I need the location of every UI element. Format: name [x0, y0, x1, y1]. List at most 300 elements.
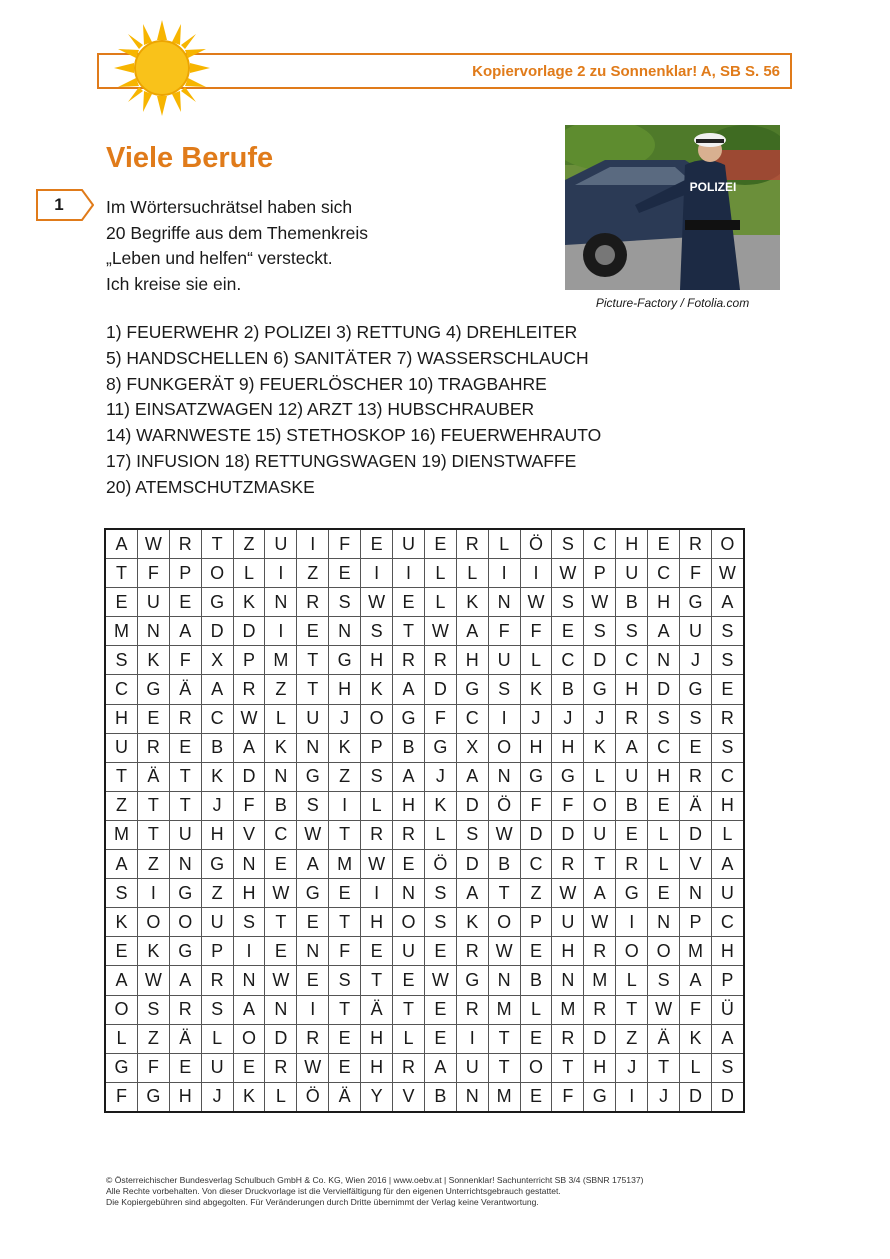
grid-cell[interactable]: T — [488, 1053, 520, 1082]
grid-cell[interactable]: S — [648, 704, 680, 733]
grid-cell[interactable]: I — [137, 879, 169, 908]
grid-cell[interactable]: L — [648, 820, 680, 849]
grid-cell[interactable]: E — [424, 1024, 456, 1053]
grid-cell[interactable]: F — [169, 646, 201, 675]
grid-cell[interactable]: H — [616, 675, 648, 704]
grid-cell[interactable]: S — [456, 820, 488, 849]
grid-cell[interactable]: B — [520, 966, 552, 995]
grid-cell[interactable]: L — [584, 762, 616, 791]
grid-cell[interactable]: H — [552, 733, 584, 762]
grid-cell[interactable]: L — [520, 646, 552, 675]
grid-cell[interactable]: E — [297, 966, 329, 995]
grid-cell[interactable]: W — [265, 879, 297, 908]
grid-cell[interactable]: F — [680, 995, 712, 1024]
grid-cell[interactable]: E — [329, 879, 361, 908]
grid-cell[interactable]: H — [648, 588, 680, 617]
grid-cell[interactable]: O — [488, 908, 520, 937]
grid-cell[interactable]: U — [680, 617, 712, 646]
grid-cell[interactable]: T — [201, 529, 233, 559]
grid-cell[interactable]: B — [265, 791, 297, 820]
grid-cell[interactable]: E — [329, 1053, 361, 1082]
grid-cell[interactable]: R — [616, 704, 648, 733]
grid-cell[interactable]: O — [584, 791, 616, 820]
grid-cell[interactable]: E — [552, 617, 584, 646]
grid-cell[interactable]: A — [424, 1053, 456, 1082]
grid-cell[interactable]: N — [265, 762, 297, 791]
grid-cell[interactable]: L — [265, 704, 297, 733]
grid-cell[interactable]: I — [297, 995, 329, 1024]
grid-cell[interactable]: L — [393, 1024, 425, 1053]
grid-cell[interactable]: K — [424, 791, 456, 820]
grid-cell[interactable]: T — [137, 820, 169, 849]
grid-cell[interactable]: E — [329, 1024, 361, 1053]
grid-cell[interactable]: L — [424, 588, 456, 617]
grid-cell[interactable]: L — [424, 820, 456, 849]
grid-cell[interactable]: W — [424, 966, 456, 995]
grid-cell[interactable]: S — [105, 879, 137, 908]
grid-cell[interactable]: H — [361, 1024, 393, 1053]
grid-cell[interactable]: R — [393, 1053, 425, 1082]
grid-cell[interactable]: D — [584, 1024, 616, 1053]
grid-cell[interactable]: R — [169, 529, 201, 559]
grid-cell[interactable]: W — [137, 529, 169, 559]
grid-cell[interactable]: G — [201, 850, 233, 879]
grid-cell[interactable]: I — [488, 704, 520, 733]
grid-cell[interactable]: G — [456, 966, 488, 995]
grid-cell[interactable]: S — [648, 966, 680, 995]
grid-cell[interactable]: A — [297, 850, 329, 879]
grid-cell[interactable]: F — [680, 559, 712, 588]
grid-cell[interactable]: G — [424, 733, 456, 762]
grid-cell[interactable]: G — [584, 675, 616, 704]
grid-cell[interactable]: L — [105, 1024, 137, 1053]
grid-cell[interactable]: R — [711, 704, 743, 733]
grid-cell[interactable]: C — [616, 646, 648, 675]
grid-cell[interactable]: Ä — [680, 791, 712, 820]
grid-cell[interactable]: M — [105, 820, 137, 849]
grid-cell[interactable]: I — [616, 1082, 648, 1112]
grid-cell[interactable]: Z — [137, 850, 169, 879]
grid-cell[interactable]: S — [488, 675, 520, 704]
grid-cell[interactable]: V — [233, 820, 265, 849]
grid-cell[interactable]: Z — [105, 791, 137, 820]
grid-cell[interactable]: N — [233, 850, 265, 879]
grid-cell[interactable]: Z — [265, 675, 297, 704]
grid-cell[interactable]: T — [488, 879, 520, 908]
grid-cell[interactable]: N — [552, 966, 584, 995]
grid-cell[interactable]: N — [488, 588, 520, 617]
grid-cell[interactable]: A — [105, 529, 137, 559]
grid-cell[interactable]: R — [424, 646, 456, 675]
grid-cell[interactable]: T — [616, 995, 648, 1024]
grid-cell[interactable]: D — [584, 646, 616, 675]
grid-cell[interactable]: E — [680, 733, 712, 762]
grid-cell[interactable]: B — [552, 675, 584, 704]
grid-cell[interactable]: R — [584, 995, 616, 1024]
grid-cell[interactable]: D — [424, 675, 456, 704]
grid-cell[interactable]: D — [552, 820, 584, 849]
grid-cell[interactable]: G — [616, 879, 648, 908]
grid-cell[interactable]: A — [711, 850, 743, 879]
grid-cell[interactable]: K — [520, 675, 552, 704]
grid-cell[interactable]: R — [456, 937, 488, 966]
grid-cell[interactable]: R — [456, 995, 488, 1024]
grid-cell[interactable]: J — [680, 646, 712, 675]
grid-cell[interactable]: A — [105, 966, 137, 995]
grid-cell[interactable]: R — [169, 995, 201, 1024]
grid-cell[interactable]: W — [361, 588, 393, 617]
grid-cell[interactable]: D — [265, 1024, 297, 1053]
grid-cell[interactable]: D — [648, 675, 680, 704]
grid-cell[interactable]: N — [648, 646, 680, 675]
grid-cell[interactable]: R — [616, 850, 648, 879]
grid-cell[interactable]: I — [520, 559, 552, 588]
grid-cell[interactable]: G — [456, 675, 488, 704]
grid-cell[interactable]: I — [361, 559, 393, 588]
grid-cell[interactable]: U — [488, 646, 520, 675]
grid-cell[interactable]: E — [297, 617, 329, 646]
grid-cell[interactable]: J — [201, 1082, 233, 1112]
grid-cell[interactable]: P — [680, 908, 712, 937]
grid-cell[interactable]: E — [520, 1024, 552, 1053]
grid-cell[interactable]: H — [329, 675, 361, 704]
grid-cell[interactable]: G — [105, 1053, 137, 1082]
grid-cell[interactable]: H — [456, 646, 488, 675]
grid-cell[interactable]: Z — [137, 1024, 169, 1053]
grid-cell[interactable]: Ö — [520, 529, 552, 559]
grid-cell[interactable]: O — [488, 733, 520, 762]
grid-cell[interactable]: B — [488, 850, 520, 879]
grid-cell[interactable]: H — [552, 937, 584, 966]
grid-cell[interactable]: S — [424, 908, 456, 937]
grid-cell[interactable]: T — [648, 1053, 680, 1082]
grid-cell[interactable]: R — [169, 704, 201, 733]
grid-cell[interactable]: D — [680, 1082, 712, 1112]
grid-cell[interactable]: E — [169, 1053, 201, 1082]
grid-cell[interactable]: K — [233, 1082, 265, 1112]
grid-cell[interactable]: I — [297, 529, 329, 559]
grid-cell[interactable]: Z — [297, 559, 329, 588]
grid-cell[interactable]: T — [488, 1024, 520, 1053]
grid-cell[interactable]: L — [711, 820, 743, 849]
grid-cell[interactable]: L — [201, 1024, 233, 1053]
grid-cell[interactable]: S — [361, 617, 393, 646]
grid-cell[interactable]: D — [456, 850, 488, 879]
grid-cell[interactable]: D — [456, 791, 488, 820]
grid-cell[interactable]: K — [265, 733, 297, 762]
grid-cell[interactable]: E — [393, 588, 425, 617]
grid-cell[interactable]: W — [488, 937, 520, 966]
grid-cell[interactable]: F — [520, 617, 552, 646]
grid-cell[interactable]: Z — [520, 879, 552, 908]
grid-cell[interactable]: G — [169, 879, 201, 908]
grid-cell[interactable]: N — [488, 966, 520, 995]
grid-cell[interactable]: O — [201, 559, 233, 588]
grid-cell[interactable]: O — [361, 704, 393, 733]
grid-cell[interactable]: I — [456, 1024, 488, 1053]
grid-cell[interactable]: E — [616, 820, 648, 849]
grid-cell[interactable]: K — [201, 762, 233, 791]
grid-cell[interactable]: B — [201, 733, 233, 762]
grid-cell[interactable]: W — [424, 617, 456, 646]
grid-cell[interactable]: D — [233, 762, 265, 791]
grid-cell[interactable]: R — [233, 675, 265, 704]
grid-cell[interactable]: L — [424, 559, 456, 588]
grid-cell[interactable]: G — [297, 762, 329, 791]
grid-cell[interactable]: T — [329, 908, 361, 937]
grid-cell[interactable]: T — [105, 762, 137, 791]
grid-cell[interactable]: P — [201, 937, 233, 966]
grid-cell[interactable]: W — [584, 588, 616, 617]
grid-cell[interactable]: G — [137, 675, 169, 704]
grid-cell[interactable]: H — [711, 937, 743, 966]
grid-cell[interactable]: C — [711, 762, 743, 791]
grid-cell[interactable]: Ä — [329, 1082, 361, 1112]
grid-cell[interactable]: R — [201, 966, 233, 995]
grid-cell[interactable]: X — [456, 733, 488, 762]
grid-cell[interactable]: J — [648, 1082, 680, 1112]
grid-cell[interactable]: F — [137, 1053, 169, 1082]
grid-cell[interactable]: T — [393, 995, 425, 1024]
grid-cell[interactable]: L — [648, 850, 680, 879]
grid-cell[interactable]: A — [456, 762, 488, 791]
grid-cell[interactable]: A — [169, 617, 201, 646]
grid-cell[interactable]: H — [520, 733, 552, 762]
grid-cell[interactable]: C — [552, 646, 584, 675]
grid-cell[interactable]: F — [105, 1082, 137, 1112]
grid-cell[interactable]: F — [488, 617, 520, 646]
grid-cell[interactable]: Ä — [137, 762, 169, 791]
grid-cell[interactable]: O — [711, 529, 743, 559]
grid-cell[interactable]: C — [520, 850, 552, 879]
grid-cell[interactable]: T — [169, 762, 201, 791]
grid-cell[interactable]: W — [488, 820, 520, 849]
grid-cell[interactable]: P — [169, 559, 201, 588]
grid-cell[interactable]: R — [680, 529, 712, 559]
grid-cell[interactable]: D — [201, 617, 233, 646]
grid-cell[interactable]: M — [329, 850, 361, 879]
grid-cell[interactable]: H — [648, 762, 680, 791]
grid-cell[interactable]: R — [297, 1024, 329, 1053]
grid-cell[interactable]: K — [584, 733, 616, 762]
grid-cell[interactable]: G — [520, 762, 552, 791]
grid-cell[interactable]: H — [361, 646, 393, 675]
grid-cell[interactable]: T — [297, 675, 329, 704]
grid-cell[interactable]: U — [201, 908, 233, 937]
grid-cell[interactable]: E — [297, 908, 329, 937]
grid-cell[interactable]: W — [520, 588, 552, 617]
grid-cell[interactable]: K — [456, 908, 488, 937]
grid-cell[interactable]: T — [552, 1053, 584, 1082]
grid-cell[interactable]: E — [424, 995, 456, 1024]
grid-cell[interactable]: E — [169, 588, 201, 617]
grid-cell[interactable]: M — [265, 646, 297, 675]
grid-cell[interactable]: E — [105, 588, 137, 617]
grid-cell[interactable]: U — [201, 1053, 233, 1082]
grid-cell[interactable]: J — [552, 704, 584, 733]
grid-cell[interactable]: E — [137, 704, 169, 733]
grid-cell[interactable]: D — [680, 820, 712, 849]
grid-cell[interactable]: F — [552, 791, 584, 820]
grid-cell[interactable]: E — [648, 529, 680, 559]
grid-cell[interactable]: W — [137, 966, 169, 995]
grid-cell[interactable]: N — [393, 879, 425, 908]
grid-cell[interactable]: E — [424, 529, 456, 559]
grid-cell[interactable]: R — [393, 820, 425, 849]
grid-cell[interactable]: N — [680, 879, 712, 908]
grid-cell[interactable]: S — [297, 791, 329, 820]
grid-cell[interactable]: H — [201, 820, 233, 849]
grid-cell[interactable]: F — [520, 791, 552, 820]
grid-cell[interactable]: U — [105, 733, 137, 762]
grid-cell[interactable]: P — [711, 966, 743, 995]
grid-cell[interactable]: O — [520, 1053, 552, 1082]
grid-cell[interactable]: W — [648, 995, 680, 1024]
grid-cell[interactable]: L — [265, 1082, 297, 1112]
grid-cell[interactable]: G — [297, 879, 329, 908]
grid-cell[interactable]: Z — [233, 529, 265, 559]
grid-cell[interactable]: C — [105, 675, 137, 704]
grid-cell[interactable]: I — [361, 879, 393, 908]
grid-cell[interactable]: U — [616, 762, 648, 791]
grid-cell[interactable]: G — [201, 588, 233, 617]
grid-cell[interactable]: Ä — [361, 995, 393, 1024]
grid-cell[interactable]: P — [233, 646, 265, 675]
grid-cell[interactable]: H — [584, 1053, 616, 1082]
grid-cell[interactable]: I — [616, 908, 648, 937]
grid-cell[interactable]: A — [233, 995, 265, 1024]
grid-cell[interactable]: L — [488, 529, 520, 559]
grid-cell[interactable]: U — [456, 1053, 488, 1082]
grid-cell[interactable]: C — [648, 559, 680, 588]
grid-cell[interactable]: I — [265, 559, 297, 588]
grid-cell[interactable]: H — [169, 1082, 201, 1112]
grid-cell[interactable]: T — [361, 966, 393, 995]
grid-cell[interactable]: A — [680, 966, 712, 995]
grid-cell[interactable]: G — [680, 588, 712, 617]
grid-cell[interactable]: H — [361, 908, 393, 937]
grid-cell[interactable]: L — [616, 966, 648, 995]
grid-cell[interactable]: J — [584, 704, 616, 733]
grid-cell[interactable]: R — [680, 762, 712, 791]
grid-cell[interactable]: R — [297, 588, 329, 617]
grid-cell[interactable]: U — [584, 820, 616, 849]
grid-cell[interactable]: H — [711, 791, 743, 820]
grid-cell[interactable]: F — [329, 937, 361, 966]
grid-cell[interactable]: N — [297, 937, 329, 966]
grid-cell[interactable]: S — [680, 704, 712, 733]
grid-cell[interactable]: J — [520, 704, 552, 733]
grid-cell[interactable]: R — [584, 937, 616, 966]
grid-cell[interactable]: Ä — [169, 1024, 201, 1053]
grid-cell[interactable]: W — [711, 559, 743, 588]
grid-cell[interactable]: W — [361, 850, 393, 879]
grid-cell[interactable]: E — [361, 529, 393, 559]
grid-cell[interactable]: A — [616, 733, 648, 762]
grid-cell[interactable]: E — [520, 937, 552, 966]
grid-cell[interactable]: H — [393, 791, 425, 820]
grid-cell[interactable]: T — [265, 908, 297, 937]
grid-cell[interactable]: S — [584, 617, 616, 646]
grid-cell[interactable]: R — [393, 646, 425, 675]
grid-cell[interactable]: U — [711, 879, 743, 908]
grid-cell[interactable]: B — [616, 588, 648, 617]
grid-cell[interactable]: W — [233, 704, 265, 733]
grid-cell[interactable]: K — [456, 588, 488, 617]
grid-cell[interactable]: Ö — [488, 791, 520, 820]
grid-cell[interactable]: N — [169, 850, 201, 879]
grid-cell[interactable]: J — [329, 704, 361, 733]
grid-cell[interactable]: Z — [329, 762, 361, 791]
grid-cell[interactable]: J — [424, 762, 456, 791]
grid-cell[interactable]: O — [137, 908, 169, 937]
grid-cell[interactable]: R — [265, 1053, 297, 1082]
grid-cell[interactable]: P — [584, 559, 616, 588]
grid-cell[interactable]: U — [169, 820, 201, 849]
grid-cell[interactable]: I — [393, 559, 425, 588]
grid-cell[interactable]: M — [105, 617, 137, 646]
grid-cell[interactable]: S — [233, 908, 265, 937]
grid-cell[interactable]: T — [169, 791, 201, 820]
grid-cell[interactable]: D — [520, 820, 552, 849]
grid-cell[interactable]: Ä — [169, 675, 201, 704]
grid-cell[interactable]: W — [584, 908, 616, 937]
grid-cell[interactable]: I — [329, 791, 361, 820]
grid-cell[interactable]: G — [584, 1082, 616, 1112]
grid-cell[interactable]: S — [552, 529, 584, 559]
grid-cell[interactable]: K — [680, 1024, 712, 1053]
grid-cell[interactable]: E — [711, 675, 743, 704]
grid-cell[interactable]: L — [520, 995, 552, 1024]
grid-cell[interactable]: I — [233, 937, 265, 966]
grid-cell[interactable]: U — [297, 704, 329, 733]
grid-cell[interactable]: A — [201, 675, 233, 704]
grid-cell[interactable]: Ä — [648, 1024, 680, 1053]
grid-cell[interactable]: W — [552, 879, 584, 908]
grid-cell[interactable]: C — [648, 733, 680, 762]
grid-cell[interactable]: W — [265, 966, 297, 995]
grid-cell[interactable]: F — [424, 704, 456, 733]
grid-cell[interactable]: K — [233, 588, 265, 617]
grid-cell[interactable]: E — [361, 937, 393, 966]
grid-cell[interactable]: A — [456, 617, 488, 646]
grid-cell[interactable]: G — [552, 762, 584, 791]
grid-cell[interactable]: E — [393, 966, 425, 995]
grid-cell[interactable]: S — [361, 762, 393, 791]
grid-cell[interactable]: E — [424, 937, 456, 966]
grid-cell[interactable]: N — [265, 588, 297, 617]
grid-cell[interactable]: L — [456, 559, 488, 588]
grid-cell[interactable]: U — [393, 529, 425, 559]
grid-cell[interactable]: C — [711, 908, 743, 937]
grid-cell[interactable]: S — [105, 646, 137, 675]
grid-cell[interactable]: R — [361, 820, 393, 849]
grid-cell[interactable]: T — [297, 646, 329, 675]
grid-cell[interactable]: A — [393, 675, 425, 704]
grid-cell[interactable]: S — [711, 733, 743, 762]
grid-cell[interactable]: A — [169, 966, 201, 995]
grid-cell[interactable]: S — [711, 617, 743, 646]
grid-cell[interactable]: E — [329, 559, 361, 588]
grid-cell[interactable]: M — [584, 966, 616, 995]
grid-cell[interactable]: B — [424, 1082, 456, 1112]
grid-cell[interactable]: M — [488, 995, 520, 1024]
grid-cell[interactable]: T — [393, 617, 425, 646]
grid-cell[interactable]: N — [297, 733, 329, 762]
grid-cell[interactable]: V — [393, 1082, 425, 1112]
grid-cell[interactable]: T — [105, 559, 137, 588]
grid-cell[interactable]: G — [680, 675, 712, 704]
